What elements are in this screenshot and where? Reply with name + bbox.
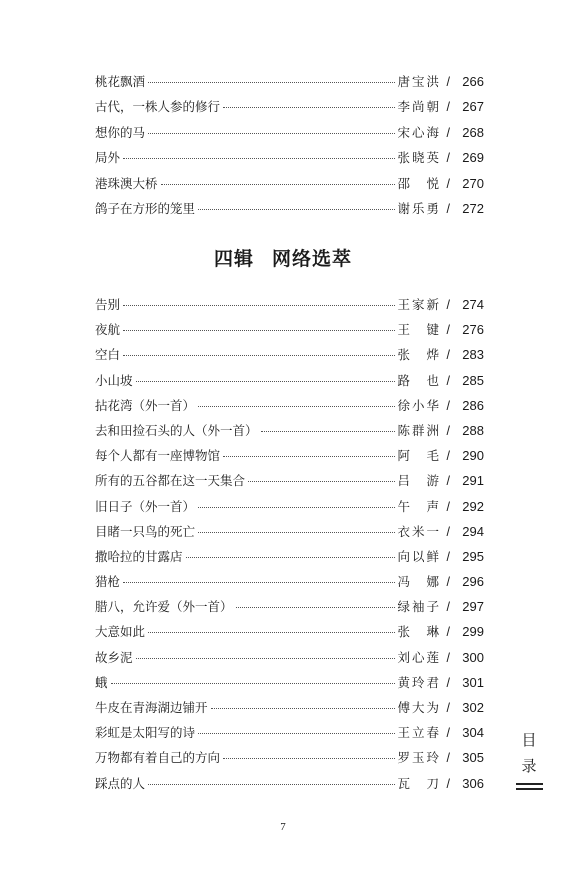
toc-entry[interactable] [95, 421, 484, 446]
side-tab [518, 727, 540, 779]
toc-entry[interactable] [95, 497, 484, 522]
page-separator: / [446, 751, 450, 766]
page-separator: / [446, 675, 450, 690]
toc-entry[interactable] [95, 572, 484, 597]
toc-entry-title: 目睹一只鸟的死亡 [95, 523, 196, 539]
page-separator: / [446, 776, 450, 791]
toc-entry-page: 286 [462, 397, 484, 413]
section-title-part1: 四辑 [213, 248, 254, 270]
toc-entry-title: 桃花飘酒 [95, 74, 146, 89]
leader-dots [148, 784, 395, 785]
leader-dots [136, 381, 395, 382]
toc-entry-page: 304 [462, 725, 484, 741]
toc-entry-title: 拈花湾（外一首） [95, 397, 196, 413]
toc-list-bottom [95, 295, 484, 799]
page-separator: / [446, 373, 450, 388]
leader-dots [236, 607, 395, 608]
toc-entry-page: 297 [462, 599, 484, 615]
side-tab-lines [516, 783, 543, 793]
page-separator: / [446, 474, 450, 489]
side-line [516, 783, 543, 785]
toc-entry-author: 唐宝洪 [397, 74, 440, 89]
toc-entry[interactable] [95, 199, 484, 224]
toc-entry-title: 港珠澳大桥 [95, 175, 158, 191]
toc-entry-page: 302 [462, 700, 484, 715]
leader-dots [198, 733, 395, 734]
toc-entry-author: 绿袖子 [397, 599, 440, 615]
leader-dots [123, 158, 395, 159]
page-separator: / [446, 449, 450, 464]
toc-entry-author: 宋心海 [397, 124, 440, 140]
page-separator: / [446, 201, 450, 216]
toc-entry-title: 古代，一株人参的修行 [95, 99, 221, 115]
toc-entry[interactable] [95, 97, 484, 122]
toc-entry-page: 299 [462, 624, 484, 640]
page-separator: / [446, 549, 450, 564]
toc-entry-title: 故乡泥 [95, 649, 133, 665]
page-separator: / [446, 650, 450, 665]
leader-dots [223, 107, 395, 108]
toc-entry-author: 徐小华 [397, 397, 440, 413]
page-separator: / [446, 100, 450, 115]
toc-entry[interactable] [95, 547, 484, 572]
toc-entry-title: 所有的五谷都在这一天集合 [95, 473, 246, 489]
toc-entry-title: 牛皮在青海湖边铺开 [95, 700, 208, 715]
toc-entry-author: 王家新 [397, 297, 440, 312]
page-separator: / [446, 323, 450, 338]
toc-entry-author: 吕 游 [397, 473, 440, 489]
toc-entry[interactable] [95, 174, 484, 199]
toc-entry-author: 路 也 [397, 372, 440, 388]
leader-dots [223, 456, 395, 457]
toc-entry-author: 李尚朝 [397, 99, 440, 115]
toc-entry-title: 猎枪 [95, 574, 121, 590]
section-title-part2: 网络选萃 [272, 248, 353, 270]
toc-entry[interactable] [95, 371, 484, 396]
toc-entry-title: 每个人都有一座博物馆 [95, 448, 221, 464]
toc-entry[interactable] [95, 522, 484, 547]
page-separator: / [446, 398, 450, 413]
toc-entry-title: 告别 [95, 297, 121, 312]
leader-dots [198, 532, 395, 533]
toc-entry-page: 292 [462, 498, 484, 514]
leader-dots [123, 330, 395, 331]
toc-entry[interactable] [95, 597, 484, 622]
leader-dots [161, 184, 395, 185]
toc-entry-title: 腊八，允许爱（外一首） [95, 599, 233, 615]
leader-dots [123, 582, 395, 583]
toc-entry-author: 傅大为 [397, 700, 440, 715]
toc-entry-title: 空白 [95, 347, 121, 363]
toc-entry[interactable] [95, 320, 484, 345]
page-separator: / [446, 524, 450, 539]
page-separator: / [446, 151, 450, 166]
toc-entry-title: 万物都有着自己的方向 [95, 750, 221, 766]
toc-entry[interactable] [95, 345, 484, 370]
toc-entry-page: 270 [462, 175, 484, 191]
toc-entry[interactable] [95, 396, 484, 421]
toc-entry-page: 274 [462, 297, 484, 312]
toc-entry-author: 王立春 [397, 725, 440, 741]
toc-entry-page: 266 [462, 74, 484, 89]
toc-entry-page: 272 [462, 200, 484, 216]
page-separator: / [446, 701, 450, 715]
toc-entry-title: 想你的马 [95, 124, 146, 140]
page-separator: / [446, 726, 450, 741]
leader-dots [198, 406, 395, 407]
page-separator: / [446, 499, 450, 514]
toc-entry-page: 269 [462, 150, 484, 166]
toc-entry-title: 彩虹是太阳写的诗 [95, 725, 196, 741]
side-tab-char-1: 目 [521, 731, 537, 749]
toc-entry-author: 衣米一 [397, 523, 440, 539]
toc-entry-author: 向以鲜 [397, 548, 440, 564]
toc-entry-page: 294 [462, 523, 484, 539]
toc-entry[interactable] [95, 648, 484, 673]
toc-entry[interactable] [95, 622, 484, 647]
page-number: 7 [280, 821, 286, 833]
leader-dots [186, 557, 395, 558]
toc-entry-title: 夜航 [95, 322, 121, 338]
side-line [516, 788, 543, 790]
toc-entry-title: 去和田捡石头的人（外一首） [95, 422, 258, 438]
page-separator: / [446, 176, 450, 191]
toc-entry-author: 阿 毛 [397, 448, 440, 464]
toc-entry-page: 283 [462, 347, 484, 363]
toc-entry-author: 张 烨 [397, 347, 440, 363]
toc-entry[interactable] [95, 295, 484, 320]
page-separator: / [446, 125, 450, 140]
toc-entry-title: 踩点的人 [95, 775, 146, 791]
toc-entry-author: 张晓英 [397, 150, 440, 166]
toc-entry-author: 罗玉玲 [397, 750, 440, 766]
toc-entry-author: 陈群洲 [397, 422, 440, 438]
toc-entry[interactable] [95, 698, 484, 723]
toc-entry-author: 邵 悦 [397, 175, 440, 191]
toc-entry-author: 黄玲君 [397, 674, 440, 690]
leader-dots [211, 708, 395, 709]
page-separator: / [446, 600, 450, 615]
toc-entry[interactable] [95, 123, 484, 148]
toc-entry[interactable] [95, 72, 484, 97]
toc-entry-author: 冯 娜 [397, 574, 440, 590]
toc-entry-page: 300 [462, 649, 484, 665]
toc-entry-author: 瓦 刀 [397, 775, 440, 791]
toc-entry-page: 296 [462, 574, 484, 590]
toc-entry-page: 301 [462, 674, 484, 690]
page-separator: / [446, 625, 450, 640]
page-separator: / [446, 423, 450, 438]
toc-entry-page: 295 [462, 548, 484, 564]
toc-entry-title: 旧日子（外一首） [95, 498, 196, 514]
toc-entry-title: 撒哈拉的甘露店 [95, 548, 183, 564]
leader-dots [198, 507, 395, 508]
toc-entry-page: 306 [462, 775, 484, 791]
leader-dots [198, 209, 395, 210]
section-title [0, 244, 566, 271]
toc-entry-author: 刘心莲 [397, 649, 440, 665]
toc-entry-author: 谢乐勇 [397, 200, 440, 216]
toc-entry-page: 268 [462, 124, 484, 140]
leader-dots [261, 431, 395, 432]
leader-dots [136, 658, 395, 659]
leader-dots [111, 683, 395, 684]
toc-entry-title: 大意如此 [95, 624, 146, 640]
page-separator: / [446, 298, 450, 312]
toc-entry-page: 290 [462, 448, 484, 464]
toc-entry-author: 王 键 [397, 322, 440, 338]
toc-list-top [95, 72, 484, 224]
leader-dots [223, 758, 395, 759]
toc-entry-author: 午 声 [397, 498, 440, 514]
toc-entry[interactable] [95, 723, 484, 748]
toc-entry[interactable] [95, 148, 484, 173]
page-separator: / [446, 75, 450, 89]
toc-entry-page: 305 [462, 750, 484, 766]
toc-entry-title: 局外 [95, 150, 121, 166]
toc-entry[interactable] [95, 774, 484, 799]
toc-entry[interactable] [95, 471, 484, 496]
leader-dots [123, 305, 395, 306]
side-tab-char-2: 录 [521, 757, 537, 775]
toc-entry-page: 288 [462, 422, 484, 438]
leader-dots [148, 82, 395, 83]
toc-entry-title: 小山坡 [95, 372, 133, 388]
toc-entry-page: 276 [462, 322, 484, 338]
toc-entry[interactable] [95, 446, 484, 471]
toc-entry-page: 285 [462, 372, 484, 388]
toc-entry-page: 291 [462, 473, 484, 489]
toc-entry-title: 鸽子在方形的笼里 [95, 200, 196, 216]
leader-dots [123, 355, 395, 356]
page-separator: / [446, 575, 450, 590]
leader-dots [248, 481, 395, 482]
toc-entry-author: 张 琳 [397, 624, 440, 640]
leader-dots [148, 133, 395, 134]
toc-entry-page: 267 [462, 99, 484, 115]
toc-entry[interactable] [95, 673, 484, 698]
page-separator: / [446, 348, 450, 363]
leader-dots [148, 632, 395, 633]
toc-entry-title: 蛾 [95, 674, 108, 690]
toc-entry[interactable] [95, 748, 484, 773]
